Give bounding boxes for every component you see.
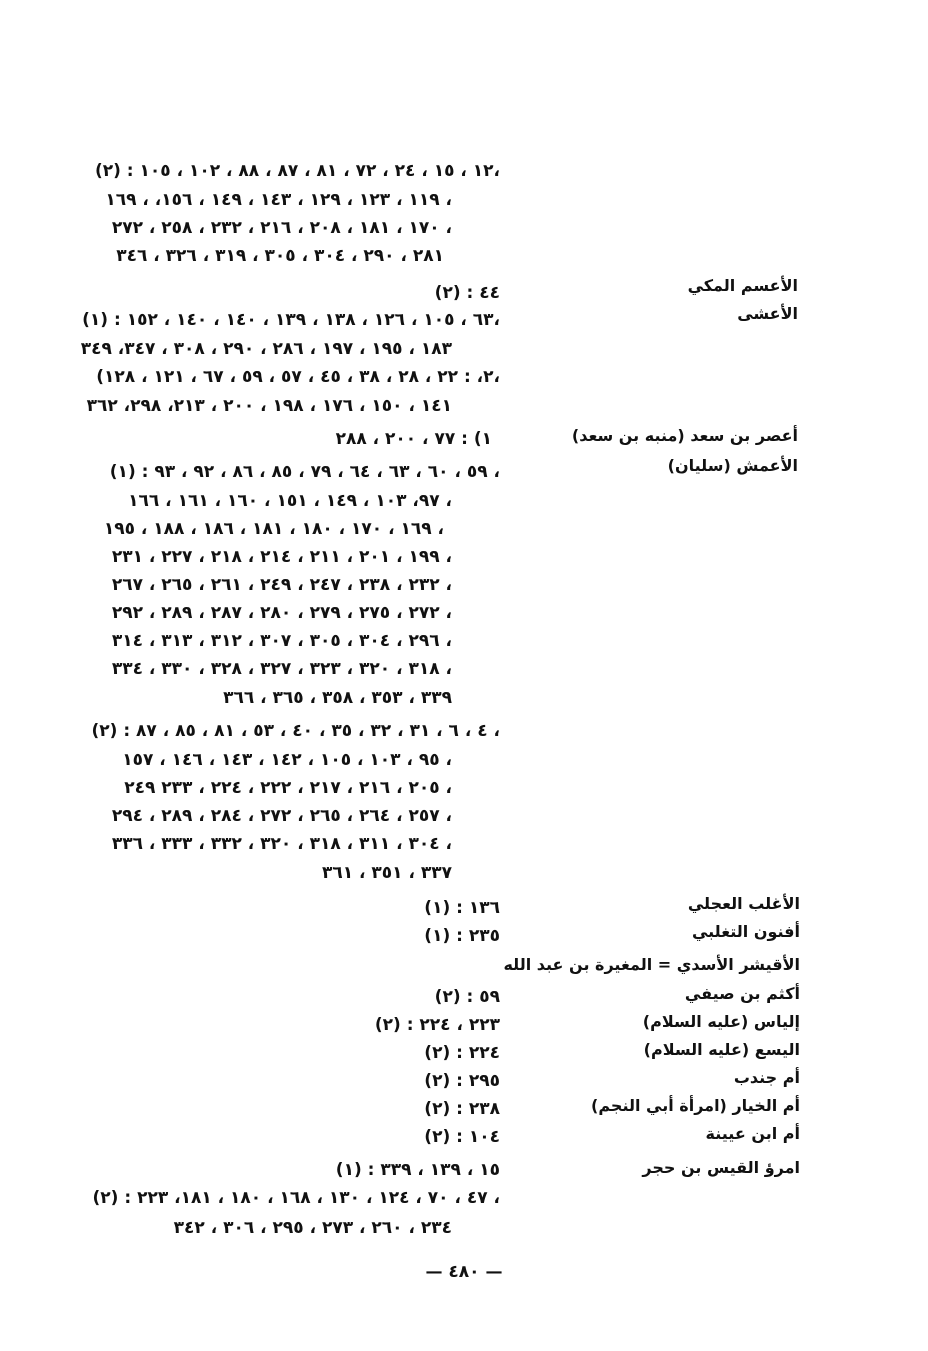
- ref-line: ٣٠٤ ، ٣١١ ، ٣١٨ ، ٣٢٠ ، ٣٣٢ ، ٣٣٣ ، ٣٣٦ ،: [111, 834, 452, 854]
- ref-line: ٢٠٥ ، ٢١٦ ، ٢١٧ ، ٢٢٢ ، ٢٢٤ ، ٢٣٣ ٢٤٩ ،: [124, 778, 452, 798]
- ref-line: ٢٣٤ ، ٢٦٠ ، ٢٧٣ ، ٢٩٥ ، ٣٠٦ ، ٣٤٢: [173, 1218, 452, 1238]
- ref-line: (٢) : ٥٩: [434, 987, 500, 1007]
- ref-line: (١) : ١٥ ، ١٣٩ ، ٣٣٩: [335, 1160, 500, 1180]
- ref-line: ٢٥٧ ، ٢٦٤ ، ٢٦٥ ، ٢٧٢ ، ٢٨٤ ، ٢٨٩ ، ٢٩٤ ،: [111, 806, 452, 826]
- ref-line: (١) : ٥٩ ، ٦٠ ، ٦٣ ، ٦٤ ، ٧٩ ، ٨٥ ، ٨٦ ، ٩٢ ، ٩٣ ،: [109, 462, 500, 482]
- entry-name: أم الخيار (امرأة أبي النجم): [591, 1096, 800, 1115]
- ref-line: ٢٩٦ ، ٣٠٤ ، ٣٠٥ ، ٣٠٧ ، ٣١٢ ، ٣١٣ ، ٣١٤ ،: [111, 631, 452, 651]
- ref-line: ٢٧٢ ، ٢٧٥ ، ٢٧٩ ، ٢٨٠ ، ٢٨٧ ، ٢٨٩ ، ٢٩٢ ،: [111, 603, 452, 623]
- ref-line: ١٧٠ ، ١٨١ ، ٢٠٨ ، ٢١٦ ، ٢٣٢ ، ٢٥٨ ، ٢٧٢ ،: [111, 218, 452, 238]
- ref-line: (٢، : ٢٢ ، ٢٨ ، ٣٨ ، ٤٥ ، ٥٧ ، ٥٩ ، ٦٧ ، ١٢١ ، ١٢٨،: [96, 367, 500, 387]
- ref-line: ٢٨١ ، ٢٩٠ ، ٣٠٤ ، ٣٠٥ ، ٣١٩ ، ٣٢٦ ، ٣٤٦: [116, 246, 444, 266]
- ref-line: ١٤١ ، ١٥٠ ، ١٧٦ ، ١٩٨ ، ٢٠٠ ، ٢١٣، ٢٩٨، ٣٦٢: [86, 396, 452, 416]
- entry-name: أم ابن عيينة: [705, 1124, 800, 1143]
- entry-name: إلياس (عليه السلام): [642, 1012, 800, 1031]
- ref-line: ٣٣٧ ، ٣٥١ ، ٣٦١: [321, 863, 452, 883]
- ref-line: (١) : ١٣٦: [424, 898, 500, 918]
- entry-name: الأعمش (سليان): [667, 456, 798, 475]
- entry-name: الأقيشر الأسدي = المغيرة بن عبد الله: [503, 955, 800, 974]
- ref-line: (٢) : ٢٢٣ ، ٢٢٤: [374, 1015, 500, 1035]
- ref-line: (٢) : ٢٢٤: [424, 1043, 500, 1063]
- ref-line: ٩٧، ١٠٣ ، ١٤٩ ، ١٥١ ، ١٦٠ ، ١٦١ ، ١٦٦ ،: [128, 491, 452, 511]
- entry-name: أكثم بن صيفي: [684, 984, 800, 1003]
- ref-line: (٢) : ٢٣٨: [424, 1099, 500, 1119]
- entry-name: أم جندب: [733, 1068, 800, 1087]
- entry-name: أفنون التغلبي: [691, 922, 800, 941]
- ref-line: (١) : ٢٣٥: [424, 926, 500, 946]
- ref-line: ١١٩ ، ١٢٣ ، ١٢٩ ، ١٤٣ ، ١٤٩ ، ١٥٦، ، ١٦٩ ،: [105, 190, 452, 210]
- ref-line: ٣٣٩ ، ٣٥٣ ، ٣٥٨ ، ٣٦٥ ، ٣٦٦: [223, 688, 452, 708]
- entry-name: امرؤ القيس بن حجر: [642, 1158, 800, 1177]
- ref-line: ٢٣٢ ، ٢٣٨ ، ٢٤٧ ، ٢٤٩ ، ٢٦١ ، ٢٦٥ ، ٢٦٧ ،: [111, 575, 452, 595]
- ref-line: ٣١٨ ، ٣٢٠ ، ٣٢٣ ، ٣٢٧ ، ٣٢٨ ، ٣٣٠ ، ٣٣٤ ،: [111, 659, 452, 679]
- ref-line: ١٩٩ ، ٢٠١ ، ٢١١ ، ٢١٤ ، ٢١٨ ، ٢٢٧ ، ٢٣١ ،: [111, 547, 452, 567]
- entry-name: الأغلب العجلي: [687, 894, 800, 913]
- entry-name: أعصر بن سعد (منبه بن سعد): [571, 426, 798, 445]
- ref-line: (٢) : ٤٧ ، ٧٠ ، ١٢٤ ، ١٣٠ ، ١٦٨ ، ١٨٠ ، ١٨١، ٢٢٣ ،: [92, 1188, 500, 1208]
- ref-line: (٢) : ١٢ ، ١٥ ، ٢٤ ، ٧٢ ، ٨١ ، ٨٧ ، ٨٨ ، ١٠٢ ، ١٠٥،: [94, 161, 500, 181]
- ref-line: (٢) : ٤ ، ٦ ، ٣١ ، ٣٢ ، ٣٥ ، ٤٠ ، ٥٣ ، ٨١ ، ٨٥ ، ٨٧ ،: [91, 721, 500, 741]
- ref-line: ١) : ٧٧ ، ٢٠٠ ، ٢٨٨: [335, 429, 492, 449]
- ref-line: ١٨٣ ، ١٩٥ ، ١٩٧ ، ٢٨٦ ، ٢٩٠ ، ٣٠٨ ، ٣٤٧، ٣٤٩: [80, 339, 452, 359]
- page-number: — ٤٨٠ —: [425, 1262, 503, 1282]
- ref-line: ١٦٩ ، ١٧٠ ، ١٨٠ ، ١٨١ ، ١٨٦ ، ١٨٨ ، ١٩٥ ،: [103, 519, 444, 539]
- entry-name: اليسع (عليه السلام): [643, 1040, 800, 1059]
- entry-name: الأعسم المكي: [687, 276, 798, 295]
- ref-line: (٢) : ٤٤: [434, 283, 500, 303]
- entry-name: الأعشى: [737, 304, 798, 323]
- ref-line: (١) : ٦٣ ، ١٠٥ ، ١٢٦ ، ١٣٨ ، ١٣٩ ، ١٤٠ ، ١٤٠ ، ١٥٢،: [82, 310, 500, 330]
- ref-line: (٢) : ١٠٤: [424, 1127, 500, 1147]
- ref-line: (٢) : ٢٩٥: [424, 1071, 500, 1091]
- ref-line: ٩٥ ، ١٠٣ ، ١٠٥ ، ١٤٢ ، ١٤٣ ، ١٤٦ ، ١٥٧ ،: [122, 750, 452, 770]
